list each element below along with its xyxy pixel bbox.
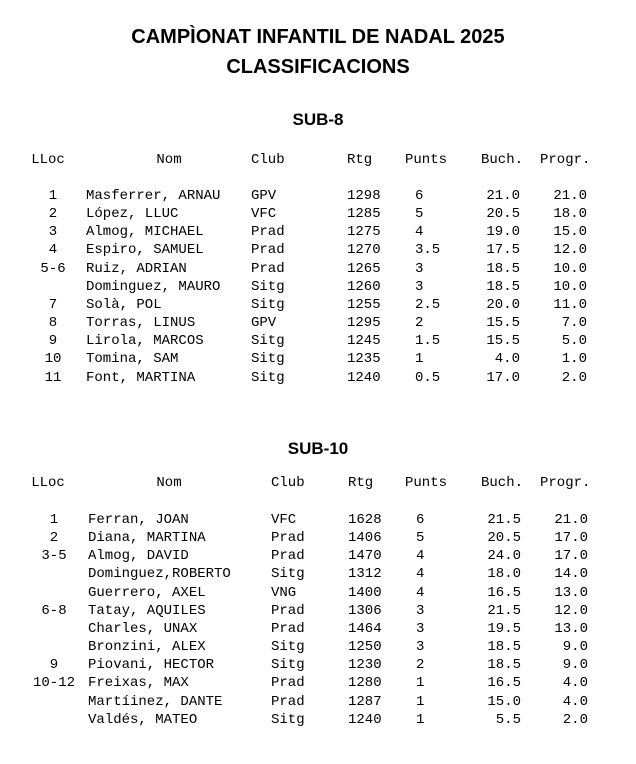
cell-buch: 17.0	[486, 369, 520, 386]
table-row	[0, 674, 636, 692]
cell-punts: 1	[416, 675, 425, 692]
cell-lloc: 1	[49, 512, 59, 528]
header-nom: Nom	[156, 152, 182, 168]
table-row	[0, 584, 636, 602]
cell-rtg: 1464	[348, 620, 382, 637]
cell-punts: 2	[415, 315, 424, 332]
cell-nom: Masferrer, ARNAU	[86, 188, 221, 204]
cell-club: Sitg	[251, 333, 285, 350]
cell-progr: 9.0	[562, 657, 588, 674]
page-title-line2: CLASSIFICACIONS	[226, 56, 410, 78]
cell-progr: 13.0	[554, 620, 588, 637]
cell-progr: 5.0	[561, 333, 587, 350]
cell-progr: 15.0	[553, 224, 587, 241]
cell-buch: 18.5	[486, 260, 520, 277]
cell-punts: 2	[416, 657, 425, 674]
table-row	[0, 511, 636, 529]
cell-lloc: 2	[48, 206, 58, 223]
cell-punts: 2.5	[415, 296, 441, 313]
header-nom: Nom	[156, 475, 182, 491]
cell-punts: 3	[416, 602, 425, 619]
cell-club: Sitg	[271, 657, 305, 674]
cell-rtg: 1255	[347, 296, 381, 313]
cell-progr: 10.0	[553, 260, 587, 277]
cell-rtg: 1235	[347, 351, 381, 368]
table-row	[0, 187, 636, 205]
header-rtg: Rtg	[347, 152, 373, 168]
cell-nom: Freixas, MAX	[88, 675, 189, 692]
cell-rtg: 1275	[347, 224, 381, 241]
cell-nom: Dominguez,ROBERTO	[88, 566, 231, 583]
table-row	[0, 711, 636, 729]
cell-progr: 17.0	[554, 548, 588, 565]
cell-rtg: 1287	[348, 693, 382, 710]
cell-club: Sitg	[271, 639, 305, 656]
cell-buch: 21.0	[486, 188, 520, 204]
cell-nom: Lirola, MARCOS	[86, 333, 204, 350]
cell-progr: 4.0	[562, 675, 588, 692]
section-title: SUB-10	[287, 439, 349, 458]
cell-rtg: 1628	[348, 512, 382, 528]
cell-club: Prad	[271, 675, 305, 692]
header-buch: Buch.	[481, 475, 524, 491]
cell-club: Prad	[271, 530, 305, 547]
cell-progr: 14.0	[554, 566, 588, 583]
cell-buch: 18.0	[487, 566, 521, 583]
cell-nom: López, LLUC	[86, 206, 179, 223]
cell-punts: 4	[415, 224, 424, 241]
cell-progr: 4.0	[562, 693, 588, 710]
cell-rtg: 1400	[348, 584, 382, 601]
table-row	[0, 620, 636, 638]
cell-nom: Valdés, MATEO	[88, 711, 198, 728]
table-row	[0, 547, 636, 565]
cell-lloc: 10	[44, 351, 62, 368]
cell-buch: 20.5	[486, 206, 520, 223]
table-row	[0, 350, 636, 368]
page-title-line1: CAMPÌONAT INFANTIL DE NADAL 2025	[131, 26, 505, 48]
cell-nom: Almog, MICHAEL	[86, 224, 204, 241]
cell-progr: 11.0	[553, 296, 587, 313]
cell-buch: 16.5	[487, 675, 521, 692]
cell-lloc: 1	[48, 188, 58, 204]
cell-rtg: 1280	[348, 675, 382, 692]
cell-buch: 20.5	[487, 530, 521, 547]
table-row	[0, 602, 636, 620]
cell-rtg: 1306	[348, 602, 382, 619]
cell-nom: Ruiz, ADRIAN	[86, 260, 187, 277]
cell-progr: 21.0	[554, 512, 588, 528]
cell-nom: Ferran, JOAN	[88, 512, 189, 528]
cell-progr: 21.0	[553, 188, 587, 204]
cell-lloc: 2	[49, 530, 59, 547]
table-row	[0, 656, 636, 674]
cell-nom: Dominguez, MAURO	[86, 278, 221, 295]
cell-rtg: 1250	[348, 639, 382, 656]
table-row	[0, 205, 636, 223]
cell-rtg: 1240	[348, 711, 382, 728]
header-buch: Buch.	[481, 152, 524, 168]
cell-punts: 5	[415, 206, 424, 223]
cell-club: GPV	[251, 315, 277, 332]
cell-club: Sitg	[251, 351, 285, 368]
table-row	[0, 296, 636, 314]
cell-rtg: 1230	[348, 657, 382, 674]
cell-punts: 0.5	[415, 369, 441, 386]
cell-club: Sitg	[251, 369, 285, 386]
cell-nom: Charles, UNAX	[88, 620, 198, 637]
cell-club: Prad	[271, 620, 305, 637]
cell-lloc: 5-6	[40, 260, 66, 277]
table-row	[0, 223, 636, 241]
header-punts: Punts	[405, 475, 448, 491]
cell-progr: 10.0	[553, 278, 587, 295]
table-row	[0, 693, 636, 711]
header-club: Club	[271, 475, 305, 491]
cell-club: Prad	[271, 548, 305, 565]
section-title: SUB-8	[292, 110, 344, 129]
cell-club: VFC	[271, 512, 297, 528]
cell-rtg: 1470	[348, 548, 382, 565]
cell-lloc: 9	[48, 333, 58, 350]
cell-punts: 1.5	[415, 333, 441, 350]
cell-club: Sitg	[271, 711, 305, 728]
cell-rtg: 1240	[347, 369, 381, 386]
cell-buch: 21.5	[487, 602, 521, 619]
cell-punts: 3.5	[415, 242, 441, 259]
cell-punts: 3	[416, 639, 425, 656]
cell-progr: 2.0	[561, 369, 587, 386]
cell-rtg: 1260	[347, 278, 381, 295]
cell-punts: 3	[415, 260, 424, 277]
cell-buch: 5.5	[495, 711, 521, 728]
cell-nom: Piovani, HECTOR	[88, 657, 215, 674]
cell-progr: 9.0	[562, 639, 588, 656]
cell-lloc: 10-12	[32, 675, 75, 692]
header-progr: Progr.	[540, 152, 591, 168]
cell-club: Sitg	[271, 566, 305, 583]
cell-punts: 5	[416, 530, 425, 547]
cell-buch: 18.5	[487, 639, 521, 656]
cell-punts: 6	[416, 512, 425, 528]
cell-buch: 15.5	[486, 333, 520, 350]
table-row	[0, 529, 636, 547]
cell-club: Prad	[271, 693, 305, 710]
cell-nom: Guerrero, AXEL	[88, 584, 206, 601]
cell-nom: Diana, MARTINA	[88, 530, 206, 547]
table-row	[0, 314, 636, 332]
cell-rtg: 1406	[348, 530, 382, 547]
header-punts: Punts	[405, 152, 448, 168]
cell-nom: Solà, POL	[86, 296, 162, 313]
cell-club: Prad	[251, 242, 285, 259]
cell-nom: Tomina, SAM	[86, 351, 179, 368]
cell-lloc: 4	[48, 242, 58, 259]
cell-rtg: 1245	[347, 333, 381, 350]
cell-rtg: 1265	[347, 260, 381, 277]
cell-progr: 18.0	[553, 206, 587, 223]
cell-lloc: 3-5	[41, 548, 67, 565]
header-club: Club	[251, 152, 285, 168]
cell-progr: 17.0	[554, 530, 588, 547]
table-row	[0, 369, 636, 387]
table-row	[0, 260, 636, 278]
header-lloc: LLoc	[31, 475, 65, 491]
cell-buch: 15.0	[487, 693, 521, 710]
cell-club: Sitg	[251, 278, 285, 295]
cell-buch: 20.0	[486, 296, 520, 313]
cell-lloc: 7	[48, 296, 58, 313]
cell-buch: 21.5	[487, 512, 521, 528]
cell-progr: 2.0	[562, 711, 588, 728]
cell-rtg: 1312	[348, 566, 382, 583]
table-row	[0, 332, 636, 350]
cell-rtg: 1298	[347, 188, 381, 204]
header-rtg: Rtg	[348, 475, 374, 491]
cell-nom: Bronzini, ALEX	[88, 639, 206, 656]
cell-buch: 18.5	[486, 278, 520, 295]
cell-punts: 1	[416, 693, 425, 710]
cell-buch: 18.5	[487, 657, 521, 674]
cell-progr: 12.0	[553, 242, 587, 259]
cell-progr: 1.0	[561, 351, 587, 368]
cell-nom: Tatay, AQUILES	[88, 602, 206, 619]
cell-club: Prad	[251, 224, 285, 241]
table-header-row	[0, 151, 636, 169]
cell-club: Prad	[251, 260, 285, 277]
table-row	[0, 278, 636, 296]
cell-punts: 1	[415, 351, 424, 368]
cell-club: Sitg	[251, 296, 285, 313]
cell-progr: 12.0	[554, 602, 588, 619]
cell-nom: Martíinez, DANTE	[88, 693, 223, 710]
cell-nom: Font, MARTINA	[86, 369, 196, 386]
cell-buch: 4.0	[494, 351, 520, 368]
cell-punts: 4	[416, 584, 425, 601]
table-header-row	[0, 474, 636, 492]
cell-rtg: 1270	[347, 242, 381, 259]
cell-punts: 1	[416, 711, 425, 728]
cell-punts: 4	[416, 566, 425, 583]
cell-buch: 19.5	[487, 620, 521, 637]
cell-progr: 13.0	[554, 584, 588, 601]
table-row	[0, 638, 636, 656]
cell-lloc: 8	[48, 315, 58, 332]
cell-rtg: 1295	[347, 315, 381, 332]
cell-club: VFC	[251, 206, 277, 223]
cell-buch: 19.0	[486, 224, 520, 241]
cell-punts: 3	[416, 620, 425, 637]
cell-club: VNG	[271, 584, 297, 601]
table-row	[0, 241, 636, 259]
cell-lloc: 3	[48, 224, 58, 241]
cell-club: Prad	[271, 602, 305, 619]
cell-buch: 24.0	[487, 548, 521, 565]
table-row	[0, 565, 636, 583]
cell-punts: 6	[415, 188, 424, 204]
cell-lloc: 9	[49, 657, 59, 674]
cell-punts: 4	[416, 548, 425, 565]
cell-club: GPV	[251, 188, 277, 204]
header-lloc: LLoc	[31, 152, 65, 168]
cell-rtg: 1285	[347, 206, 381, 223]
cell-progr: 7.0	[561, 315, 587, 332]
cell-punts: 3	[415, 278, 424, 295]
cell-nom: Espiro, SAMUEL	[86, 242, 204, 259]
header-progr: Progr.	[540, 475, 591, 491]
cell-nom: Almog, DAVID	[88, 548, 189, 565]
cell-nom: Torras, LINUS	[86, 315, 196, 332]
cell-lloc: 11	[44, 369, 62, 386]
cell-buch: 15.5	[486, 315, 520, 332]
cell-lloc: 6-8	[41, 602, 67, 619]
cell-buch: 17.5	[486, 242, 520, 259]
cell-buch: 16.5	[487, 584, 521, 601]
